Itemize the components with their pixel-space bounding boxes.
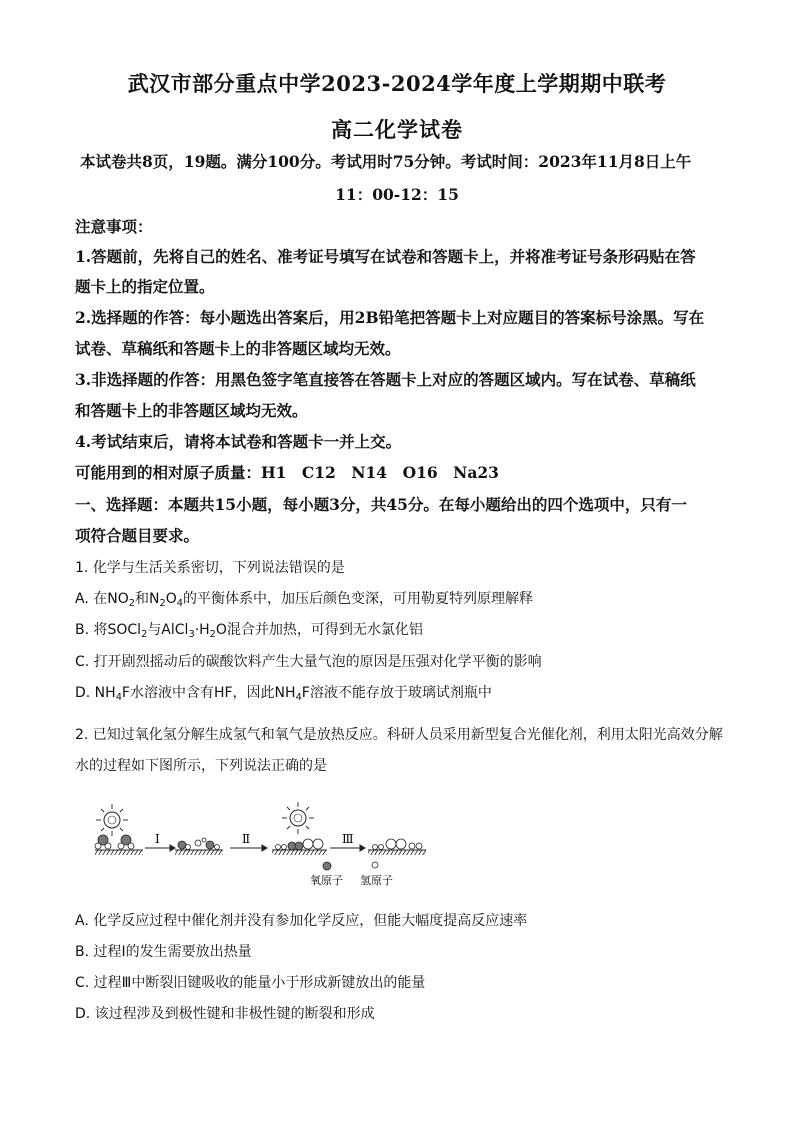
exam-info-line-2: 11：00-12：15 bbox=[335, 185, 459, 204]
exam-subtitle: 高二化学试卷 bbox=[331, 117, 463, 142]
q2-option-c: C. 过程Ⅲ中断裂旧键吸收的能量小于形成新键放出的能量 bbox=[75, 975, 426, 991]
product-molecules bbox=[373, 839, 423, 850]
intermediate-stage-1 bbox=[178, 838, 220, 850]
note-1-line-2: 题卡上的指定位置。 bbox=[75, 277, 215, 296]
step-1-label: Ⅰ bbox=[155, 832, 160, 846]
oxygen-atom-legend-icon bbox=[323, 862, 331, 870]
step-2-label: Ⅱ bbox=[242, 832, 251, 846]
note-3-line-2: 和答题卡上的非答题区域均无效。 bbox=[75, 401, 308, 420]
q2-stem-line-2: 水的过程如下图所示，下列说法正确的是 bbox=[75, 758, 327, 774]
note-3-line-1: 3.非选择题的作答：用黑色签字笔直接答在答题卡上对应的答题区域内。写在试卷、草稿纸 bbox=[75, 370, 696, 389]
note-4: 4.考试结束后，请将本试卷和答题卡一并上交。 bbox=[75, 432, 402, 451]
q2-option-a: A. 化学反应过程中催化剂并没有参加化学反应，但能大幅度提高反应速率 bbox=[75, 913, 528, 929]
q1-option-a: A. 在$NO_2$和$N_2O_4$的平衡体系中，加压后颜色变深，可用勒夏特列原理解释 bbox=[75, 591, 533, 609]
q2-option-b: B. 过程Ⅰ的发生需要放出热量 bbox=[75, 944, 252, 960]
intermediate-stage-2 bbox=[276, 839, 324, 850]
atomic-masses: 可能用到的相对原子质量：H1 C12 N14 O16 Na23 bbox=[75, 463, 499, 482]
exam-info-line-1: 本试卷共8页，19题。满分100分。考试用时75分钟。考试时间：2023年11月8日上午 bbox=[80, 152, 692, 171]
note-2-line-1: 2.选择题的作答：每小题选出答案后，用2B铅笔把答题卡上对应题目的答案标号涂黑。写在 bbox=[75, 308, 705, 327]
legend-hydrogen-label: 氢原子 bbox=[360, 874, 393, 887]
photocatalysis-diagram bbox=[90, 790, 440, 890]
q1-option-d: D. $NH_4F$水溶液中含有HF，因此$NH_4F$溶液不能存放于玻璃试剂瓶中 bbox=[75, 685, 492, 703]
sun-icon bbox=[282, 802, 314, 834]
catalyst-surface bbox=[95, 850, 426, 855]
note-1-line-1: 1.答题前，先将自己的姓名、准考证号填写在试卷和答题卡上，并将准考证号条形码贴在答 bbox=[75, 247, 696, 266]
step-3-label: Ⅲ bbox=[342, 832, 354, 846]
sun-icon bbox=[96, 804, 128, 836]
exam-title: 武汉市部分重点中学2023-2024学年度上学期期中联考 bbox=[127, 71, 667, 96]
section-1-line-1: 一、选择题：本题共15小题，每小题3分，共45分。在每小题给出的四个选项中，只有一 bbox=[75, 495, 687, 514]
water-molecules bbox=[95, 835, 134, 849]
section-1-line-2: 项符合题目要求。 bbox=[75, 526, 200, 545]
q1-option-b: B. 将SOCl$_2$与$AlCl_3\cdot H_2O$混合并加热，可得到无水氯化铝 bbox=[75, 622, 423, 640]
legend-oxygen-label: 氧原子 bbox=[310, 874, 343, 887]
q2-stem-line-1: 2. 已知过氧化氢分解生成氢气和氧气是放热反应。科研人员采用新型复合光催化剂，利用太阳光高效分解 bbox=[75, 727, 723, 743]
q2-option-d: D. 该过程涉及到极性键和非极性键的断裂和形成 bbox=[75, 1006, 375, 1022]
q1-stem: 1. 化学与生活关系密切，下列说法错误的是 bbox=[75, 560, 345, 576]
hydrogen-atom-legend-icon bbox=[372, 862, 378, 868]
notes-heading: 注意事项： bbox=[75, 217, 153, 236]
q1-option-c: C. 打开剧烈摇动后的碳酸饮料产生大量气泡的原因是压强对化学平衡的影响 bbox=[75, 654, 542, 670]
note-2-line-2: 试卷、草稿纸和答题卡上的非答题区域均无效。 bbox=[75, 339, 401, 358]
